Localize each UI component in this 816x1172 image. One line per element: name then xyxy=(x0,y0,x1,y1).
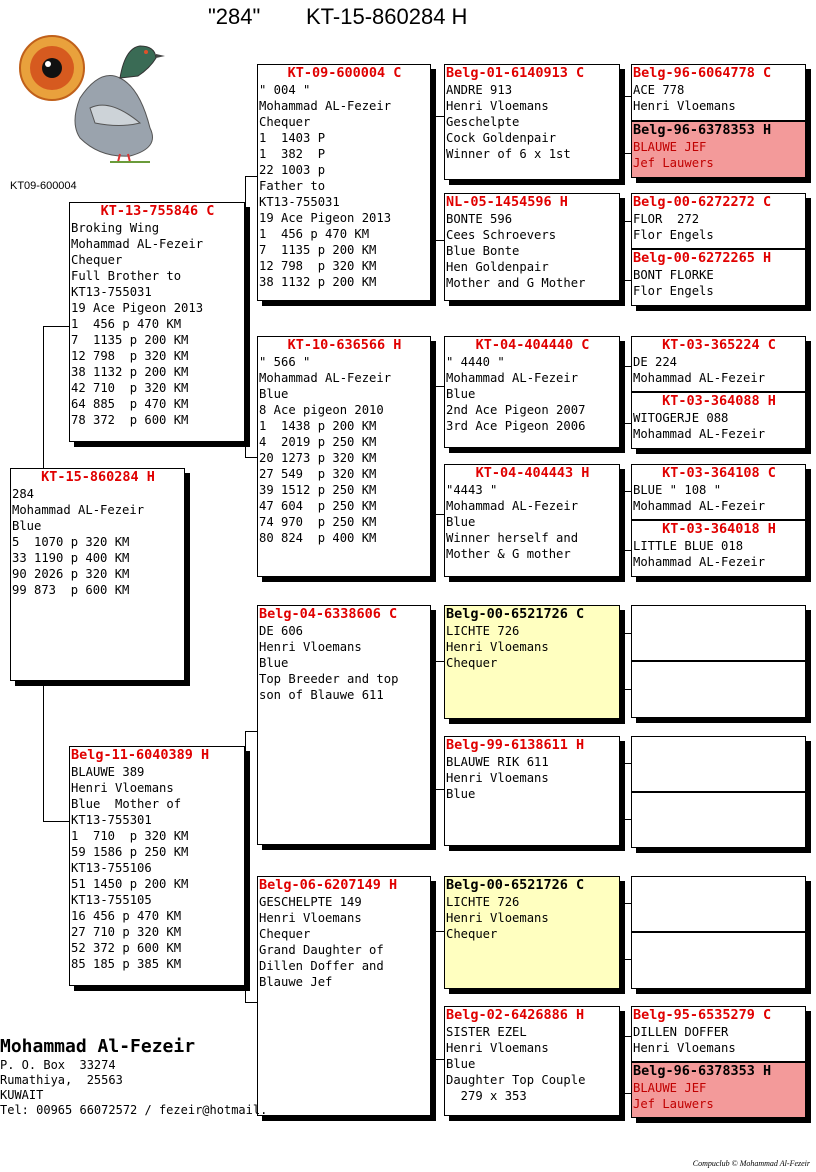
ring-number: Belg-99-6138611 H xyxy=(446,737,585,753)
pigeon-eye-illustration xyxy=(10,28,170,168)
gen5-card-5[interactable] xyxy=(631,336,806,392)
ring-number: KT-13-755846 C xyxy=(100,203,215,219)
connector-bracket xyxy=(430,116,444,241)
owner-name: Mohammad Al-Fezeir xyxy=(0,1036,196,1057)
pigeon-details: BLUE " 108 " Mohammad AL-Fezeir xyxy=(633,483,766,513)
ring-number: Belg-00-6521726 C xyxy=(446,606,585,622)
sire-dam-dam-card[interactable] xyxy=(444,464,620,577)
gen5-card-2[interactable] xyxy=(631,121,806,178)
dam-sire-card[interactable] xyxy=(257,605,431,845)
dam-sire-dam-card[interactable] xyxy=(444,736,620,846)
sire-card[interactable] xyxy=(69,202,245,442)
pigeon-details: BLAUWE 389 Henri Vloemans Blue Mother of KT13-755301 1 710 p 320 KM 59 1586 p 250 KM KT13-755106 51 1450 p 200 KM KT13-755105 16 456 p 470 KM 27 710 p 320 KM 52 372 p 600 KM 85 185 p 385 KM xyxy=(71,765,189,971)
dam-dam-dam-card[interactable] xyxy=(444,1006,620,1116)
gen5-card-empty[interactable] xyxy=(631,876,806,932)
pigeon-details: LICHTE 726 Henri Vloemans Chequer xyxy=(446,624,549,670)
sire-dam-card[interactable] xyxy=(257,336,431,577)
pigeon-details: BLAUWE JEF Jef Lauwers xyxy=(633,140,714,170)
sire-sire-card[interactable] xyxy=(257,64,431,301)
ring-number: Belg-04-6338606 C xyxy=(259,606,398,622)
connector-bracket xyxy=(430,931,444,1060)
pigeon-details: BONTE 596 Cees Schroevers Blue Bonte Hen Goldenpair Mother and G Mother xyxy=(446,212,586,290)
footer-credit: Compuclub © Mohammad Al-Fezeir xyxy=(692,1159,810,1168)
pigeon-details: " 004 " Mohammad AL-Fezeir Chequer 1 1403 P 1 382 P 22 1003 p Father to KT13-755031 19 Ace Pigeon 2013 1 456 p 470 KM 7 1135 p 200 KM 12 798 p 320 KM 38 1132 p 200 KM xyxy=(259,83,392,289)
pigeon-details: FLOR 272 Flor Engels xyxy=(633,212,714,242)
pigeon-neck xyxy=(120,46,156,78)
connector-line xyxy=(43,681,44,821)
pigeon-photo xyxy=(10,28,170,172)
ring-number: KT-03-364088 H xyxy=(662,393,776,409)
gen5-card-4[interactable] xyxy=(631,249,806,306)
pigeon-details: DILLEN DOFFER Henri Vloemans xyxy=(633,1025,736,1055)
ring-number: Belg-02-6426886 H xyxy=(446,1007,585,1023)
sire-dam-sire-card[interactable] xyxy=(444,336,620,448)
pigeon-details: BLAUWE RIK 611 Henri Vloemans Blue xyxy=(446,755,549,801)
dam-sire-sire-card[interactable] xyxy=(444,605,620,719)
ring-number: Belg-01-6140913 C xyxy=(446,65,585,81)
pigeon-details: ANDRE 913 Henri Vloemans Geschelpte Cock Goldenpair Winner of 6 x 1st xyxy=(446,83,571,161)
ring-number: KT-03-364108 C xyxy=(662,465,776,481)
connector-bracket xyxy=(430,661,444,790)
pigeon-details: SISTER EZEL Henri Vloemans Blue Daughter Top Couple 279 x 353 xyxy=(446,1025,586,1103)
gen5-card-empty[interactable] xyxy=(631,932,806,989)
connector-line xyxy=(43,821,69,822)
dam-dam-card[interactable] xyxy=(257,876,431,1116)
dam-card[interactable] xyxy=(69,746,245,986)
ring-number: NL-05-1454596 H xyxy=(446,194,568,210)
ring-number: Belg-96-6064778 C xyxy=(633,65,772,81)
ring-number: KT-04-404440 C xyxy=(475,337,590,353)
ring-number: KT-03-365224 C xyxy=(662,337,776,353)
gen5-card-empty[interactable] xyxy=(631,605,806,661)
ring-number: KT-04-404443 H xyxy=(475,465,590,481)
gen5-card-1[interactable] xyxy=(631,64,806,121)
gen5-card-3[interactable] xyxy=(631,193,806,249)
gen5-card-15[interactable] xyxy=(631,1006,806,1062)
ring-number: Belg-96-6378353 H xyxy=(633,1063,772,1079)
ring-number: Belg-00-6272265 H xyxy=(633,250,772,266)
pigeon-details: ACE 778 Henri Vloemans xyxy=(633,83,736,113)
gen5-card-empty[interactable] xyxy=(631,661,806,718)
pigeon-details: BLAUWE JEF Jef Lauwers xyxy=(633,1081,714,1111)
pigeon-beak xyxy=(156,54,165,58)
ring-number: KT-09-600004 C xyxy=(287,65,402,81)
connector-line xyxy=(43,326,44,469)
ring-number: KT-10-636566 H xyxy=(287,337,402,353)
ring-number: Belg-00-6272272 C xyxy=(633,194,772,210)
pigeon-details: " 566 " Mohammad AL-Fezeir Blue 8 Ace pigeon 2010 1 1438 p 200 KM 4 2019 p 250 KM 20 1273 p 320 KM 27 549 p 320 KM 39 1512 p 250 KM 47 604 p 250 KM 74 970 p 250 KM 80 824 p 400 KM xyxy=(259,355,392,545)
pigeon-details: Broking Wing Mohammad AL-Fezeir Chequer Full Brother to KT13-755031 19 Ace Pigeon 2013 1 456 p 470 KM 7 1135 p 200 KM 12 798 p 320 KM 38 1132 p 200 KM 42 710 p 320 KM 64 885 p 470 KM 78 372 p 600 KM xyxy=(71,221,204,427)
ring-number: Belg-00-6521726 C xyxy=(446,877,585,893)
pigeon-details: GESCHELPTE 149 Henri Vloemans Chequer Grand Daughter of Dillen Doffer and Blauwe Jef xyxy=(259,895,384,989)
connector-bracket xyxy=(430,386,444,515)
gen5-card-6[interactable] xyxy=(631,392,806,449)
pigeon-ring-title: KT-15-860284 H xyxy=(306,4,468,29)
ring-number: Belg-95-6535279 C xyxy=(633,1007,772,1023)
pigeon-details: DE 224 Mohammad AL-Fezeir xyxy=(633,355,766,385)
photo-caption: KT09-600004 xyxy=(10,180,77,192)
gen5-card-16[interactable] xyxy=(631,1062,806,1118)
owner-block xyxy=(0,1036,267,1118)
eye-pupil xyxy=(42,58,62,78)
pigeon-eye-dot xyxy=(144,50,148,54)
pigeon-details: 284 Mohammad AL-Fezeir Blue 5 1070 p 320 KM 33 1190 p 400 KM 90 2026 p 320 KM 99 873 p 600 KM xyxy=(12,487,145,597)
pigeon-details: WITOGERJE 088 Mohammad AL-Fezeir xyxy=(633,411,766,441)
gen5-card-8[interactable] xyxy=(631,520,806,577)
ring-number: Belg-06-6207149 H xyxy=(259,877,398,893)
gen5-card-7[interactable] xyxy=(631,464,806,520)
eye-highlight xyxy=(45,61,51,67)
ring-number: Belg-96-6378353 H xyxy=(633,122,772,138)
pigeon-name-title: "284" xyxy=(208,4,261,29)
subject-pigeon-card[interactable] xyxy=(10,468,185,681)
pigeon-details: DE 606 Henri Vloemans Blue Top Breeder and top son of Blauwe 611 xyxy=(259,624,399,702)
gen5-card-empty[interactable] xyxy=(631,792,806,848)
ring-number: KT-03-364018 H xyxy=(662,521,776,537)
pigeon-details: BONT FLORKE Flor Engels xyxy=(633,268,714,298)
gen5-card-empty[interactable] xyxy=(631,736,806,792)
sire-sire-sire-card[interactable] xyxy=(444,64,620,180)
sire-sire-dam-card[interactable] xyxy=(444,193,620,301)
ring-number: Belg-11-6040389 H xyxy=(71,747,210,763)
ring-number: KT-15-860284 H xyxy=(41,469,155,485)
owner-address: P. O. Box 33274 Rumathiya, 25563 KUWAIT Tel: 00965 66072572 / fezeir@hotmail. xyxy=(0,1058,268,1117)
pigeon-details: LICHTE 726 Henri Vloemans Chequer xyxy=(446,895,549,941)
connector-line xyxy=(43,326,69,327)
pigeon-details: " 4440 " Mohammad AL-Fezeir Blue 2nd Ace Pigeon 2007 3rd Ace Pigeon 2006 xyxy=(446,355,586,433)
pigeon-details: "4443 " Mohammad AL-Fezeir Blue Winner herself and Mother & G mother xyxy=(446,483,579,561)
pigeon-details: LITTLE BLUE 018 Mohammad AL-Fezeir xyxy=(633,539,766,569)
dam-dam-sire-card[interactable] xyxy=(444,876,620,989)
